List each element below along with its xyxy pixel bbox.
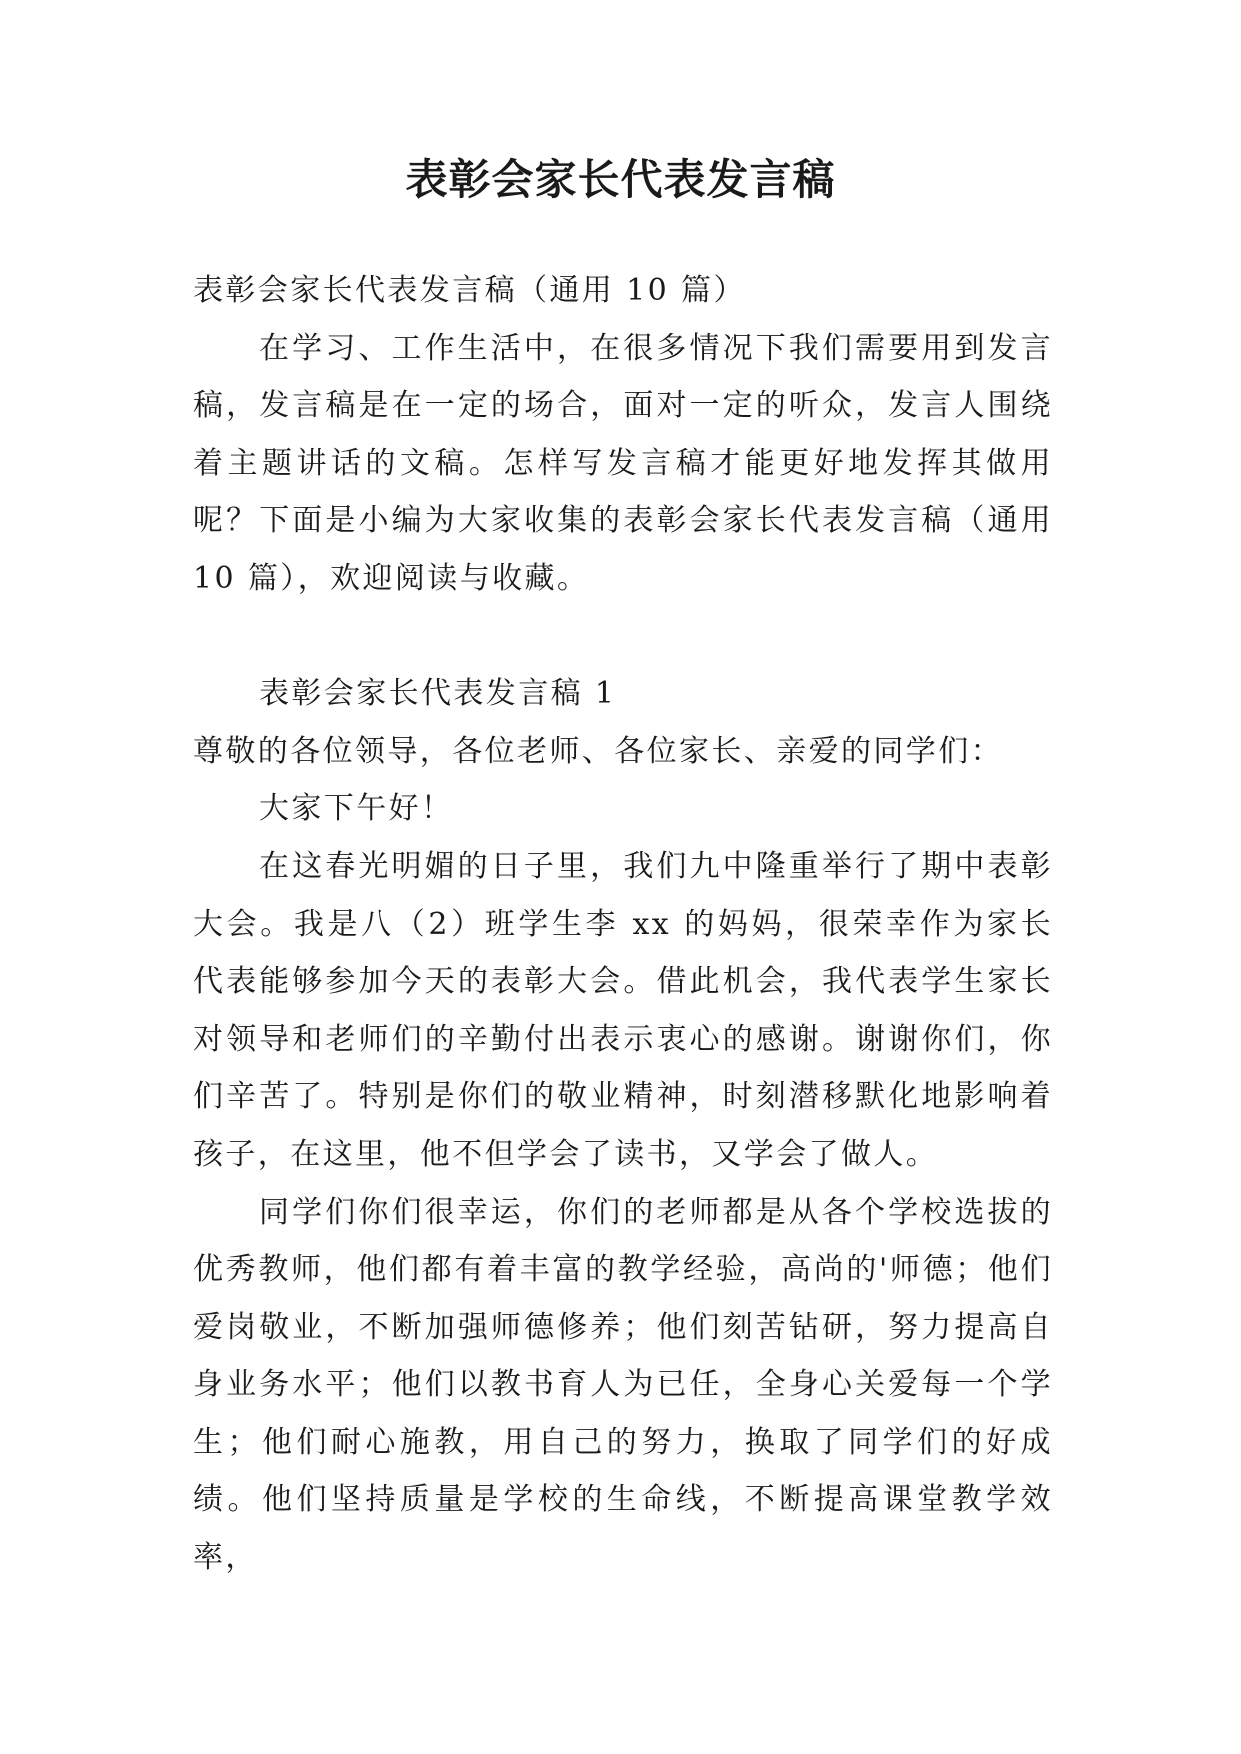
document-title: 表彰会家长代表发言稿 xyxy=(405,155,836,204)
body-paragraph-2: 同学们你们很幸运，你们的老师都是从各个学校选拔的优秀教师，他们都有着丰富的教学经验，高尚的'师德；他们爱岗敬业，不断加强师德修养；他们刻苦钻研，努力提高自身业务水平；他们以教书育人为已任，全身心关爱每一个学生；他们耐心施教，用自己的努力，换取了同学们的好成绩。他们坚持质量是学校的生命线，不断提高课堂教学效率， xyxy=(193,1194,1053,1576)
document-body xyxy=(193,262,1053,1587)
document-subtitle: 表彰会家长代表发言稿（通用 10 篇） xyxy=(193,273,746,308)
intro-paragraph: 在学习、工作生活中，在很多情况下我们需要用到发言稿，发言稿是在一定的场合，面对一定的听众，发言人围绕着主题讲话的文稿。怎样写发言稿才能更好地发挥其做用呢？下面是小编为大家收集的表彰会家长代表发言稿（通用 10 篇），欢迎阅读与收藏。 xyxy=(193,330,1053,596)
salutation: 尊敬的各位领导，各位老师、各位家长、亲爱的同学们： xyxy=(193,733,1003,769)
body-paragraph-1: 在这春光明媚的日子里，我们九中隆重举行了期中表彰大会。我是八（2）班学生李 xx 的妈妈，很荣幸作为家长代表能够参加今天的表彰大会。借此机会，我代表学生家长对领导和老师们的辛勤付出表示衷心的感谢。谢谢你们，你们辛苦了。特别是你们的敬业精神，时刻潜移默化地影响着孩子，在这里，他不但学会了读书，又学会了做人。 xyxy=(193,848,1053,1172)
greeting: 大家下午好！ xyxy=(259,791,454,827)
section-heading: 表彰会家长代表发言稿 1 xyxy=(259,676,617,712)
